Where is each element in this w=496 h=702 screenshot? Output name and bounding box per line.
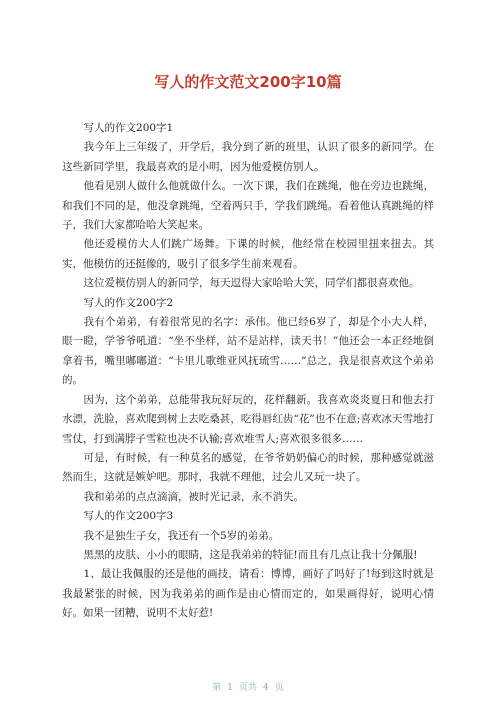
paragraph: 我今年上三年级了，开学后，我分到了新的班里，认识了很多的新同学。在这些新同学里，我最喜欢的是小明，因为他爱模仿别人。 <box>62 141 434 173</box>
paragraph: 写人的作文200字1 <box>83 122 174 134</box>
paragraph: 因为，这个弟弟，总能带我玩好玩的，花样翻新。我喜欢炎炎夏日和他去打水漂，洗脸，喜欢爬到树上去吃桑甚，吃得唇红齿“花”也不在意;喜欢冰天雪地打雪仗，打到满脖子雪粒也决不认输;喜欢堆雪人;喜欢很多很多…… <box>62 393 434 445</box>
paragraph: 写人的作文200字3 <box>83 510 174 523</box>
page-label-suffix: 页 <box>274 683 284 693</box>
document-body <box>62 119 434 624</box>
paragraph: 可是，有时候，有一种莫名的感觉，在爷爷奶奶偏心的时候，那种感觉就滋然而生，这就是嫉妒吧。那时，我就不理他，过会儿又玩一块了。 <box>62 451 434 484</box>
paragraph: 我有个弟弟，有着很常见的名字：承伟。他已经6岁了，却是个小大人样，眼一瞪，学爷爷吼道：“坐不坐样，站不是站样，读天书！”他还会一本正经地倒拿着书，嘴里嘟嘟道：“卡里儿歌维亚风抚琉雪……”总之，我是很喜欢这个弟弟的。 <box>62 316 434 387</box>
page-label-middle: 页共 <box>238 683 257 693</box>
paragraph: 写人的作文200字2 <box>83 296 174 309</box>
page-footer <box>0 682 496 694</box>
paragraph: 1、最让我佩服的还是他的画技，请看：博博，画好了吗好了!每到这时就是我最紧张的时候，因为我弟弟的画作是由心情而定的，如果画得好，说明心情好。如果一团糟，说明不太好惹! <box>62 568 434 620</box>
page-label-prefix: 第 <box>212 683 222 693</box>
page-current: 1 <box>227 683 233 693</box>
paragraph: 他看见别人做什么他就做什么。一次下课，我们在跳绳，他在旁边也跳绳，和我们不同的是，他没拿跳绳，空着两只手，学我们跳绳。看着他认真跳绳的样子，我们大家都哈哈大笑起来。 <box>62 180 434 232</box>
paragraph: 他还爱模仿大人们跳广场舞。下课的时候，他经常在校园里扭来扭去。其实，他模仿的还挺像的，吸引了很多学生前来观看。 <box>62 238 434 270</box>
paragraph: 我不是独生子女，我还有一个5岁的弟弟。 <box>83 529 280 542</box>
page-total: 4 <box>263 683 269 693</box>
paragraph: 我和弟弟的点点滴滴，被时光记录，永不消失。 <box>83 490 305 503</box>
document-title: 写人的作文范文200字10篇 <box>154 73 342 91</box>
paragraph: 这位爱模仿别人的新同学，每天逗得大家哈哈大笑，同学们都很喜欢他。 <box>83 277 420 290</box>
paragraph: 黑黑的皮肤、小小的眼睛，这是我弟弟的特征!而且有几点让我十分佩服! <box>83 548 418 561</box>
